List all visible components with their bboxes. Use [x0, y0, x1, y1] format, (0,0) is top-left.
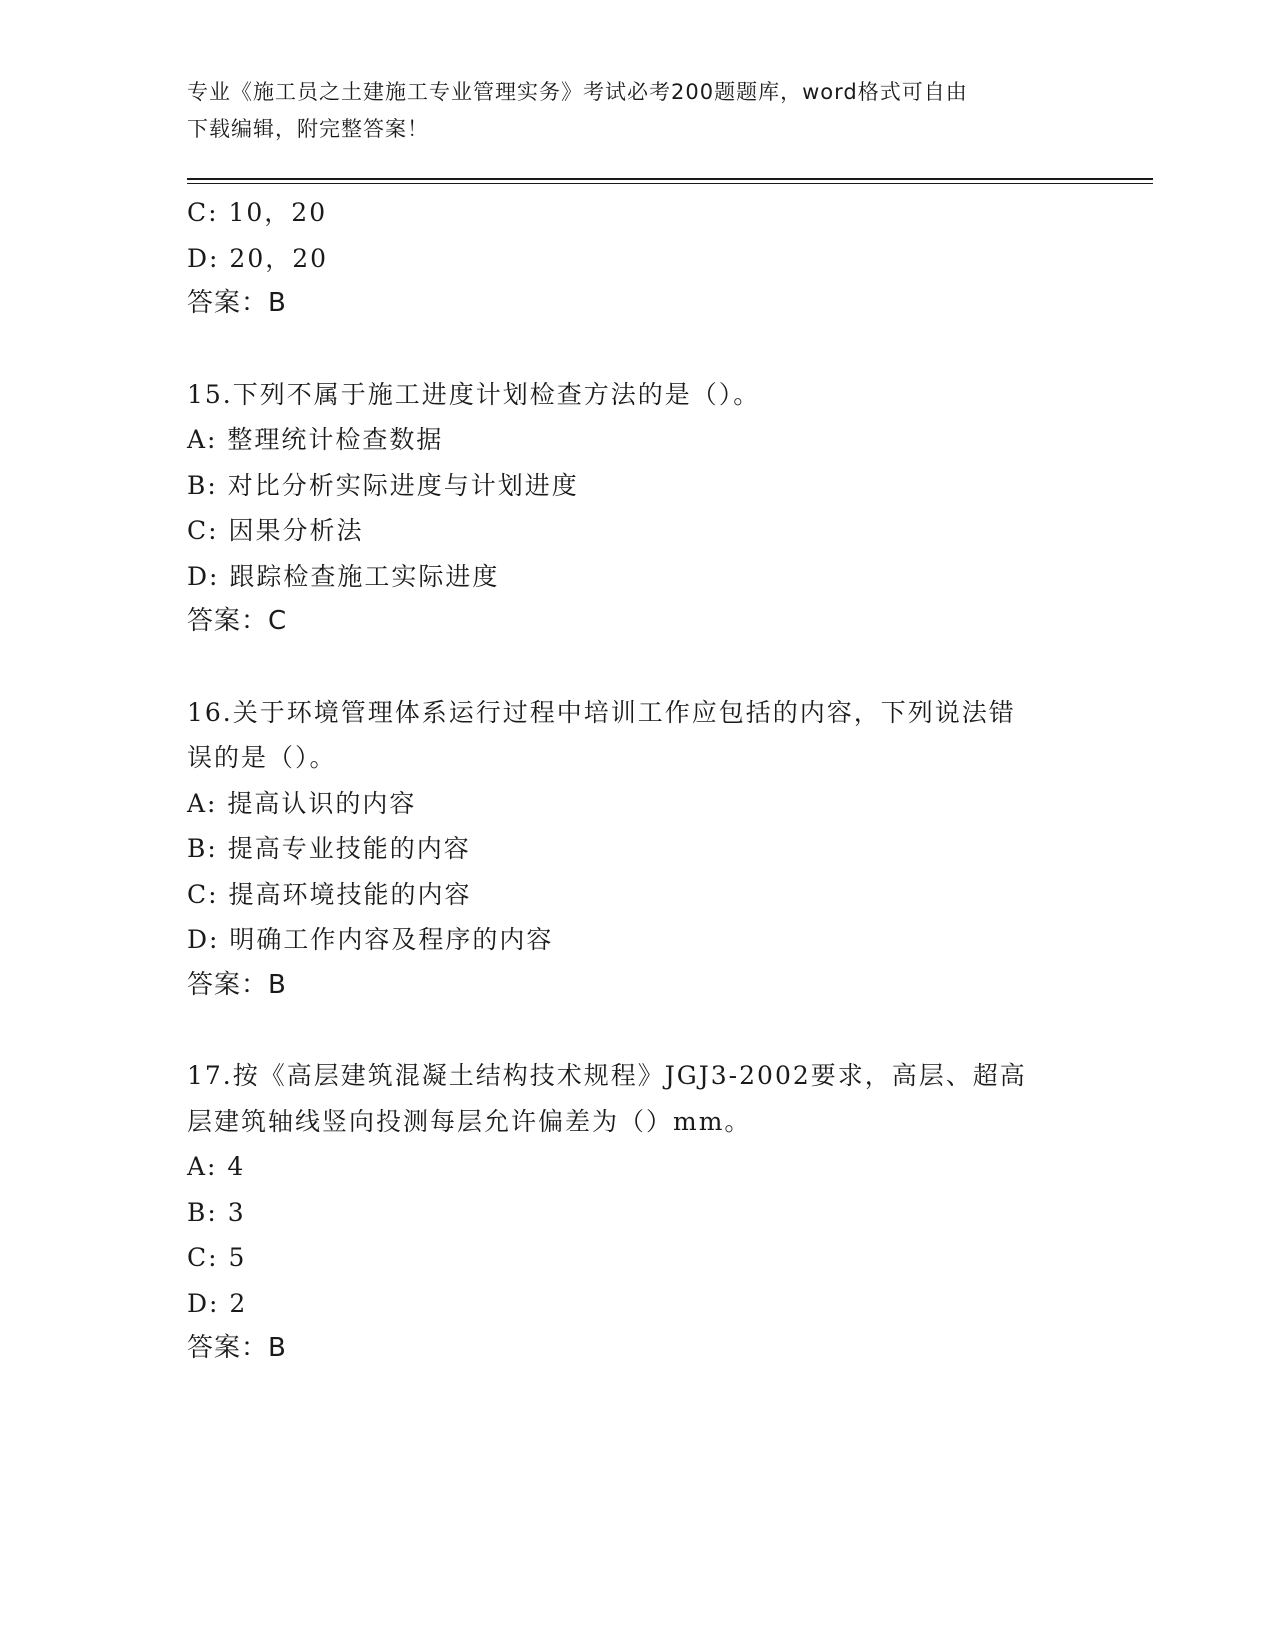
option-b: B: 对比分析实际进度与计划进度: [187, 470, 579, 500]
question-text-continued: 误的是（）。: [187, 743, 337, 772]
option-c: C: 10，20: [187, 198, 328, 227]
question-text: 15.下列不属于施工进度计划检查方法的是（）。: [187, 379, 761, 409]
question-17: [187, 1053, 1087, 1372]
document-header: [187, 74, 1087, 148]
answer-line: 答案：B: [187, 1333, 287, 1363]
answer-line: 答案：C: [187, 606, 288, 636]
spacer: [187, 327, 1087, 372]
spacer: [187, 645, 1087, 690]
question-text: 17.按《高层建筑混凝土结构技术规程》JGJ3-2002要求，高层、超高: [187, 1061, 1027, 1090]
spacer: [187, 1008, 1087, 1053]
option-a: A: 整理统计检查数据: [187, 425, 444, 454]
question-text: 16.关于环境管理体系运行过程中培训工作应包括的内容，下列说法错: [187, 697, 1016, 727]
previous-question-tail: [187, 190, 1087, 327]
option-c: C: 5: [187, 1243, 247, 1272]
question-text-continued: 层建筑轴线竖向投测每层允许偏差为（）mm。: [187, 1106, 752, 1136]
option-d: D: 跟踪检查施工实际进度: [187, 561, 500, 591]
question-body: [187, 190, 1087, 1372]
answer-line: 答案：B: [187, 969, 287, 1000]
question-15: [187, 372, 1087, 645]
option-b: B: 提高专业技能的内容: [187, 834, 471, 863]
answer-line: 答案：B: [187, 288, 287, 318]
option-d: D: 2: [187, 1288, 248, 1318]
option-a: A: 提高认识的内容: [187, 788, 417, 818]
option-b: B: 3: [187, 1197, 246, 1227]
option-d: D: 20，20: [187, 243, 329, 273]
question-16: [187, 690, 1087, 1009]
header-divider-thick: [187, 178, 1153, 180]
option-a: A: 4: [187, 1152, 246, 1181]
option-c: C: 提高环境技能的内容: [187, 879, 472, 909]
header-line-1: 专业《施工员之土建施工专业管理实务》考试必考200题题库，word格式可自由: [187, 80, 968, 104]
option-c: C: 因果分析法: [187, 516, 364, 545]
header-divider-thin: [187, 183, 1153, 184]
option-d: D: 明确工作内容及程序的内容: [187, 925, 554, 954]
header-line-2: 下载编辑，附完整答案！: [187, 117, 429, 141]
